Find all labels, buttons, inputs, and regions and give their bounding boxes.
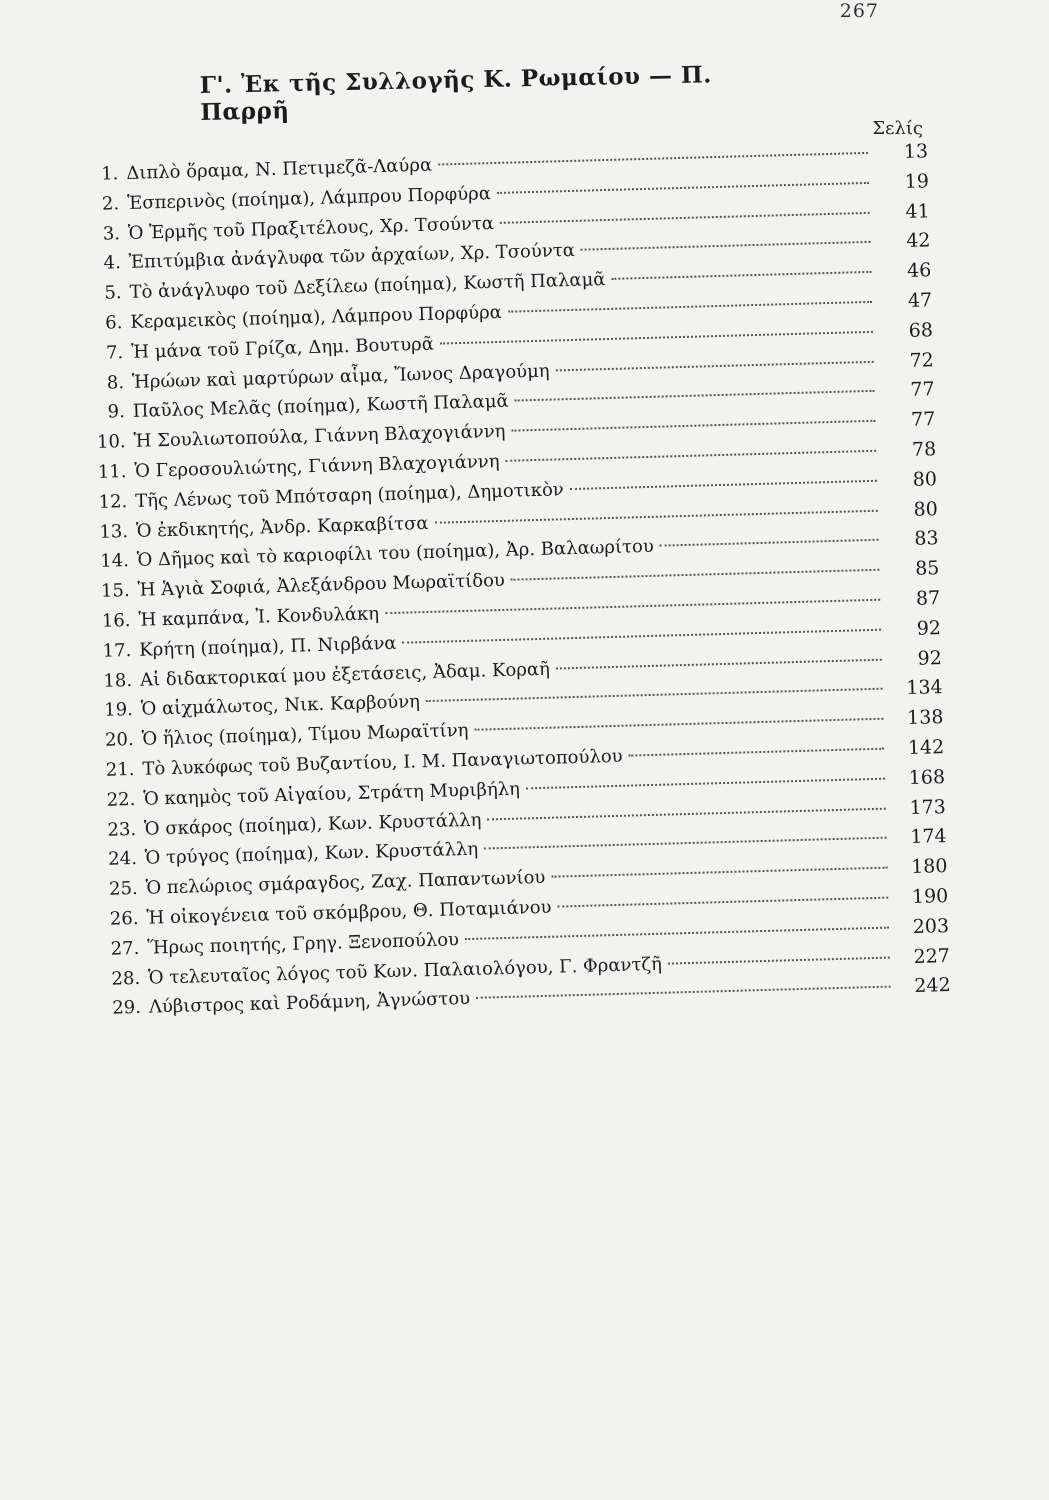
dot-leader xyxy=(476,986,891,999)
entry-page: 190 xyxy=(911,884,949,908)
entry-page: 78 xyxy=(911,438,937,461)
entry-title: Ὁ Γεροσουλιώτης, Γιάννη Βλαχογιάννη xyxy=(134,450,500,482)
entry-number: 17. xyxy=(102,639,132,662)
dot-leader xyxy=(402,628,881,643)
entry-page: 19 xyxy=(904,170,930,193)
dot-leader xyxy=(511,569,880,581)
entry-page: 138 xyxy=(906,706,944,730)
entry-title: Ὁ Ἑρμῆς τοῦ Πραξιτέλους, Χρ. Τσούντα xyxy=(127,212,495,244)
entry-title: Τῆς Λένως τοῦ Μπότσαρη (ποίημα), Δημοτικὸν xyxy=(134,479,564,512)
entry-number: 6. xyxy=(104,312,123,334)
entry-number: 12. xyxy=(98,490,128,513)
entry-number: 19. xyxy=(103,699,134,722)
dot-leader xyxy=(385,599,880,614)
entry-number: 25. xyxy=(108,878,139,900)
dot-leader xyxy=(426,688,883,702)
dot-leader xyxy=(556,658,882,669)
entry-title: Ἡ Ἁγιὰ Σοφιά, Ἀλεξάνδρου Μωραϊτίδου xyxy=(137,570,506,601)
dot-leader xyxy=(557,897,888,908)
entry-title: Τὸ ἀνάγλυφο τοῦ Δεξίλεω (ποίημα), Κωστῆ Παλαμᾶ xyxy=(129,269,606,304)
entry-number: 20. xyxy=(104,729,134,751)
dot-leader xyxy=(434,509,877,523)
entry-number: 27. xyxy=(110,937,140,960)
entry-page: 47 xyxy=(907,289,933,312)
entry-page: 134 xyxy=(906,676,943,700)
entry-page: 41 xyxy=(905,199,930,223)
entry-number: 2. xyxy=(101,192,120,215)
entry-title: Ἡ Σουλιωτοπούλα, Γιάννη Βλαχογιάννη xyxy=(133,420,506,453)
entry-number: 21. xyxy=(105,758,135,781)
dot-leader xyxy=(526,777,885,789)
entry-number: 4. xyxy=(103,252,122,275)
entry-title: Ὁ σκάρος (ποίημα), Κων. Κρυστάλλη xyxy=(143,809,482,840)
entry-number: 24. xyxy=(108,848,138,871)
entry-page: 83 xyxy=(914,527,939,551)
entry-title: Διπλὸ ὅραμα, Ν. Πετιμεζᾶ-Λαύρα xyxy=(126,154,433,184)
entry-page: 85 xyxy=(914,557,940,580)
dot-leader xyxy=(497,182,869,194)
entry-title: Ὁ ἐκδικητής, Ἀνδρ. Καρκαβίτσα xyxy=(135,512,429,542)
entry-number: 13. xyxy=(99,520,129,543)
entry-number: 10. xyxy=(96,431,126,454)
dot-leader xyxy=(474,718,883,731)
dot-leader xyxy=(570,480,877,490)
entry-page: 46 xyxy=(906,259,932,283)
dot-leader xyxy=(668,956,890,964)
dot-leader xyxy=(611,271,871,280)
entry-title: Αἱ διδακτορικαί μου ἐξετάσεις, Ἀδαμ. Κοραῆ xyxy=(139,658,551,691)
dot-leader xyxy=(515,390,875,402)
entry-title: Ὁ αἰχμάλωτος, Νικ. Καρβούνη xyxy=(140,691,421,721)
entry-number: 3. xyxy=(102,222,121,245)
entry-title: Ὁ πελώριος σμάραγδος, Ζαχ. Παπαντωνίου xyxy=(145,867,546,899)
dot-leader xyxy=(581,241,871,251)
entry-page: 80 xyxy=(912,467,938,491)
entry-title: Ἡ μάνα τοῦ Γρίζα, Δημ. Βουτυρᾶ xyxy=(130,333,435,363)
dot-leader xyxy=(555,360,873,371)
entry-number: 16. xyxy=(101,609,131,632)
entry-title: Κεραμεικὸς (ποίημα), Λάμπρου Πορφύρα xyxy=(130,301,503,333)
entry-page: 77 xyxy=(910,408,936,431)
entry-title: Ἑσπερινὸς (ποίημα), Λάμπρου Πορφύρα xyxy=(126,182,492,214)
entry-page: 92 xyxy=(916,616,942,640)
entry-title: Ἡ καμπάνα, Ἰ. Κονδυλάκη xyxy=(138,603,380,631)
entry-number: 15. xyxy=(100,580,130,602)
entry-page: 87 xyxy=(915,587,941,610)
entry-page: 72 xyxy=(909,348,935,372)
entry-title: Ὁ Δῆμος καὶ τὸ καριοφίλι του (ποίημα), Ἀρ. Βαλαωρίτου xyxy=(136,536,655,572)
entry-number: 5. xyxy=(104,282,122,304)
entry-page: 92 xyxy=(917,646,943,670)
entry-number: 14. xyxy=(99,550,130,573)
dot-leader xyxy=(551,867,887,878)
entry-title: Παῦλος Μελᾶς (ποίημα), Κωστῆ Παλαμᾶ xyxy=(132,391,509,423)
entry-number: 8. xyxy=(106,371,125,394)
page-column-header: Σελίς xyxy=(872,118,923,139)
entry-number: 23. xyxy=(107,818,137,841)
dot-leader xyxy=(511,420,875,432)
dot-leader xyxy=(508,301,872,313)
entry-page: 173 xyxy=(909,795,947,819)
entry-page: 180 xyxy=(910,855,948,879)
dot-leader xyxy=(438,152,868,166)
entry-page: 142 xyxy=(907,735,945,759)
entry-title: Ὁ τρύγος (ποίημα), Κων. Κρυστάλλη xyxy=(144,839,479,870)
dot-leader xyxy=(440,331,873,345)
entry-page: 227 xyxy=(913,944,951,968)
entry-title: Ὁ τελευταῖος λόγος τοῦ Κων. Παλαιολόγου, Γ. Φραντζῆ xyxy=(147,953,663,989)
entry-title: Τὸ λυκόφως τοῦ Βυζαντίου, Ι. Μ. Παναγιωτοπούλου xyxy=(142,745,623,780)
dot-leader xyxy=(505,450,876,462)
entry-page: 203 xyxy=(912,914,950,938)
entry-page: 80 xyxy=(913,497,939,521)
entry-page: 174 xyxy=(910,825,947,849)
dot-leader xyxy=(500,211,870,223)
entry-title: Ὁ ἥλιος (ποίημα), Τίμου Μωραϊτίνη xyxy=(141,720,469,750)
entry-number: 9. xyxy=(107,401,126,423)
dot-leader xyxy=(660,539,879,547)
entry-title: Ὁ καημὸς τοῦ Αἰγαίου, Στράτη Μυριβήλη xyxy=(143,778,521,810)
page-number: 267 xyxy=(839,0,879,22)
dot-leader xyxy=(484,837,887,850)
entry-title: Ἐπιτύμβια ἀνάγλυφα τῶν ἀρχαίων, Χρ. Τσούντα xyxy=(128,240,576,274)
entry-number: 7. xyxy=(105,341,124,364)
dot-leader xyxy=(629,748,885,757)
dot-leader xyxy=(465,926,889,939)
entry-number: 28. xyxy=(111,967,141,990)
entry-title: Λύβιστρος καὶ Ροδάμνη, Ἀγνώστου xyxy=(148,988,471,1018)
entry-title: Ἡ οἰκογένεια τοῦ σκόμβρου, Θ. Ποταμιάνου xyxy=(146,896,552,929)
table-of-contents xyxy=(88,137,951,1024)
entry-number: 18. xyxy=(103,669,133,692)
entry-number: 29. xyxy=(112,997,142,1019)
entry-title: Ἥρως ποιητής, Γρηγ. Ξενοπούλου xyxy=(147,928,460,959)
entry-number: 26. xyxy=(109,907,139,930)
entry-page: 13 xyxy=(903,140,929,163)
entry-title: Ἡρώων καὶ μαρτύρων αἷμα, Ἴωνος Δραγούμη xyxy=(131,360,550,393)
entry-page: 42 xyxy=(906,229,931,253)
entry-number: 22. xyxy=(106,788,136,811)
entry-page: 77 xyxy=(910,378,935,402)
entry-number: 11. xyxy=(97,461,127,483)
entry-number: 1. xyxy=(100,163,119,185)
entry-title: Κρήτη (ποίημα), Π. Νιρβάνα xyxy=(138,632,397,661)
entry-page: 68 xyxy=(908,318,934,342)
entry-page: 242 xyxy=(914,974,951,998)
entry-page: 168 xyxy=(908,765,946,789)
section-title: Γ'. Ἐκ τῆς Συλλογῆς Κ. Ρωμαίου — Π. Παρρῆ xyxy=(199,61,712,126)
dot-leader xyxy=(487,807,885,820)
